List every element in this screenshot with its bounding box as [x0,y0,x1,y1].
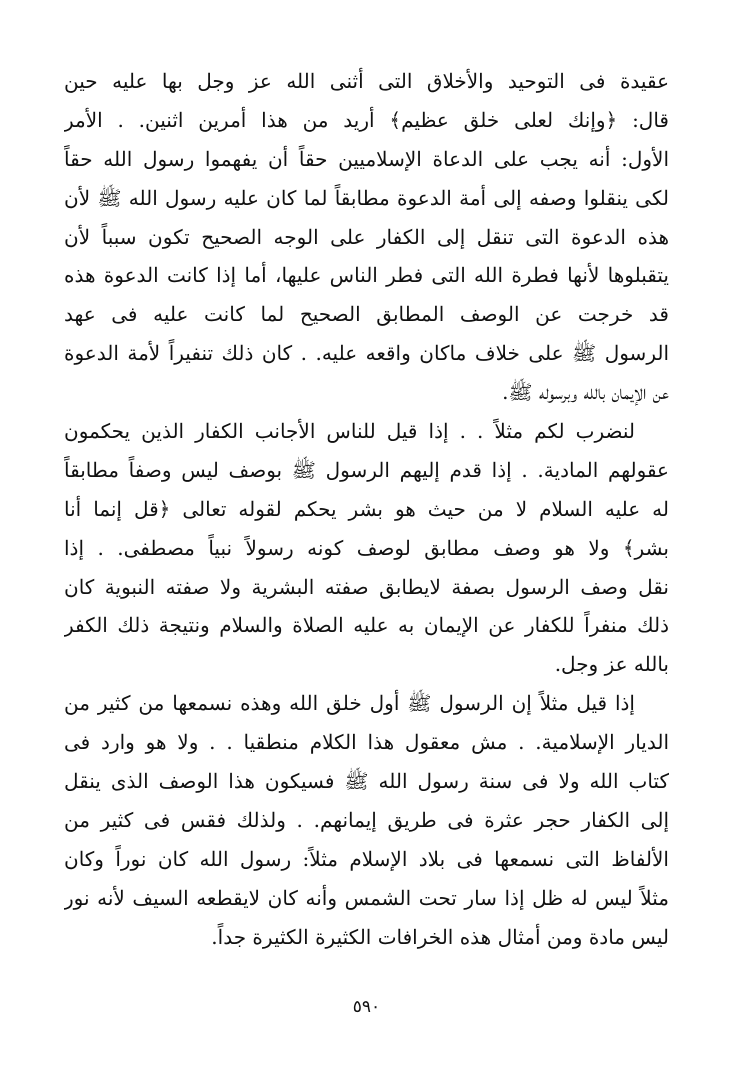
text-line: الألفاظ التى نسمعها فى بلاد الإسلام مثلاً: رسول الله كان نوراً وكان [64,846,669,871]
text-line: لكى ينقلوا وصفه إلى أمة الدعوة مطابقاً لما كان عليه رسول الله ﷺ لأن [64,185,669,210]
text-line: له عليه السلام لا من حيث هو بشر يحكم لقوله تعالى ﴿قل إنما أنا [64,496,669,521]
text-line: هذه الدعوة التى تنقل إلى الكفار على الوجه الصحيح تكون سبباً لأن [64,224,669,249]
text-line: الرسول ﷺ على خلاف ماكان واقعه عليه. . كان ذلك تنفيراً لأمة الدعوة [64,341,669,366]
paragraph-3 [64,684,669,956]
text-line: بشر﴾ ولا هو وصف مطابق لوصف كونه رسولاً نبياً مصطفى. . إذا [64,535,669,560]
text-line: الأول: أنه يجب على الدعاة الإسلاميين حقاً أن يفهموا رسول الله حقاً [64,146,669,171]
text-line: إذا قيل مثلاً إن الرسول ﷺ أول خلق الله وهذه نسمعها من كثير من [64,691,635,716]
text-line: قد خرجت عن الوصف المطابق الصحيح لما كانت عليه فى عهد [64,302,669,327]
text-line: عقولهم المادية. . إذا قدم إليهم الرسول ﷺ بوصف ليس وصفاً مطابقاً [64,457,669,482]
text-line: ليس مادة ومن أمثال هذه الخرافات الكثيرة الكثيرة جداً. [211,924,669,949]
text-line: بالله عز وجل. [554,652,669,677]
text-line: إلى الكفار حجر عثرة فى طريق إيمانهم. . ولذلك فقس فى كثير من [64,807,669,832]
paragraph-2 [64,412,669,684]
text-line: عقيدة فى التوحيد والأخلاق التى أثنى الله عز وجل بها عليه حين [64,69,669,93]
text-line: نقل وصف الرسول بصفة لايطابق صفته البشرية ولا صفته النبوية كان [64,574,669,599]
text-line: كتاب الله ولا فى سنة رسول الله ﷺ فسيكون هذا الوصف الذى ينقل [64,769,669,794]
text-line: قال: ﴿وإنك لعلى خلق عظيم﴾ أريد من هذا أمرين اثنين. . الأمر [64,107,669,132]
text-line: الديار الإسلامية. . مش معقول هذا الكلام منطقيا . . ولا هو وارد فى [64,730,669,755]
text-line: يتقبلوها لأنها فطرة الله التى فطر الناس عليها، أما إذا كانت الدعوة هذه [64,263,669,288]
paragraph-1 [64,62,669,412]
text-line: لنضرب لكم مثلاً . . إذا قيل للناس الأجانب الكفار الذين يحكمون [64,419,635,444]
page-number: ٥٩٠ [352,997,381,1017]
text-line: مثلاً ليس له ظل إذا سار تحت الشمس وأنه كان لايقطعه السيف لأنه نور [64,885,669,910]
text-line: عن الإيمان بالله وبرسوله ﷺ. [502,380,669,405]
text-line: ذلك منفراً للكفار عن الإيمان به عليه الصلاة والسلام ونتيجة ذلك الكفر [64,613,669,638]
body-text [64,62,669,956]
